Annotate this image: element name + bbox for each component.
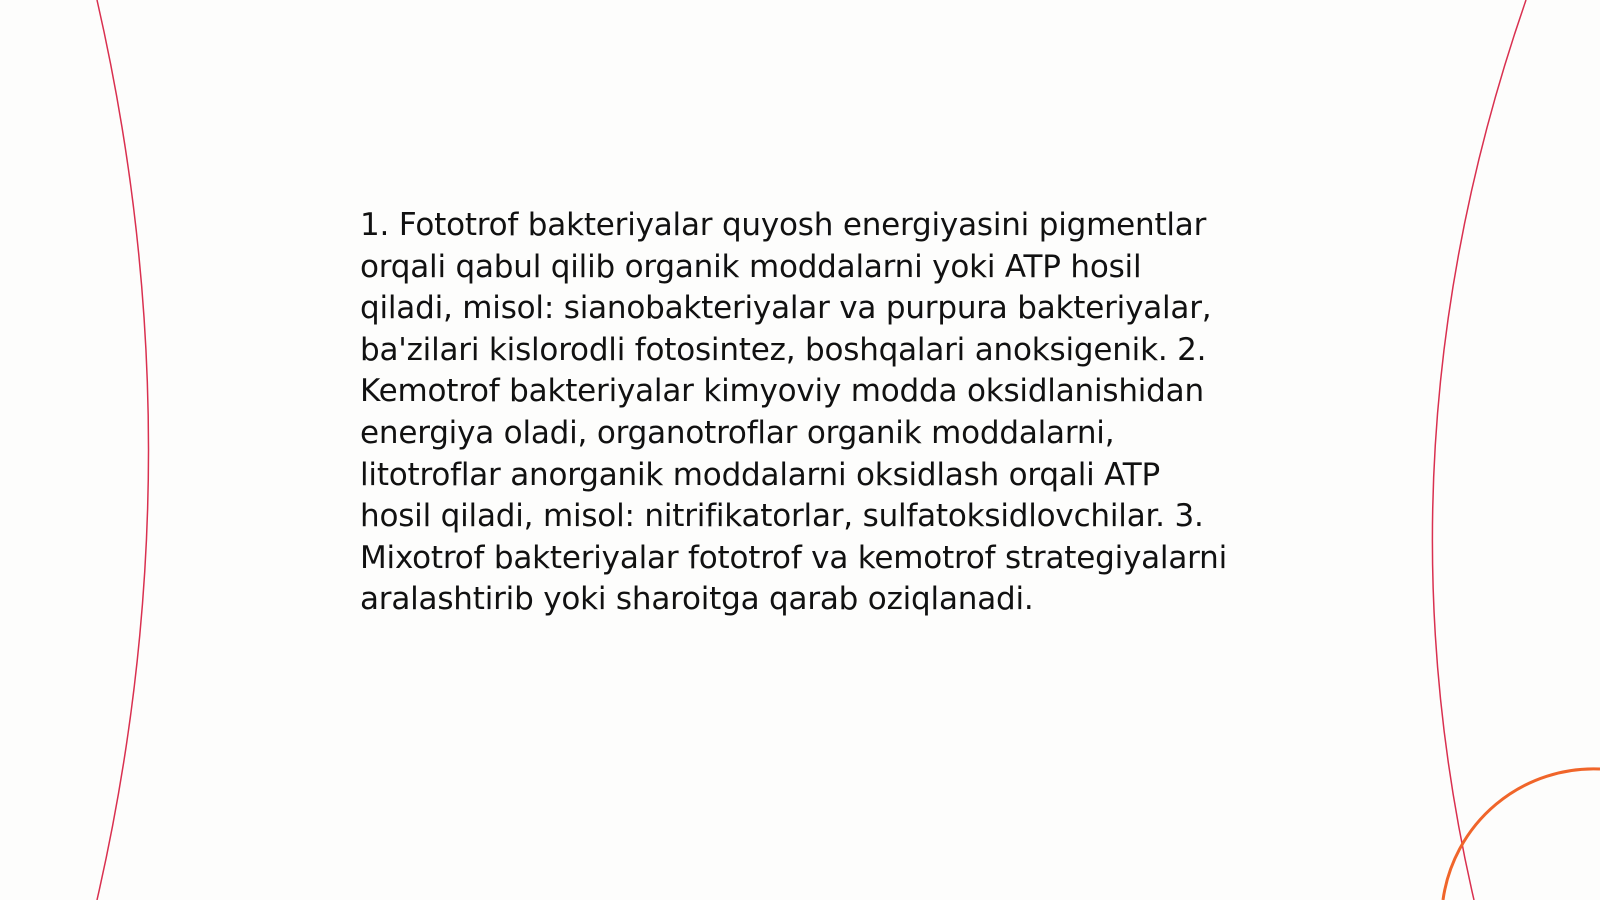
slide-body-text: 1. Fototrof bakteriyalar quyosh energiyasini pigmentlar orqali qabul qilib organik moddalarni yoki ATP hosil qiladi, misol: sianobakteriyalar va purpura bakteriyalar, ba'zilari kislorodli fotosintez, boshqalari anoksigenik. 2. Kemotrof bakteriyalar kimyoviy modda oksidlanishidan energiya oladi, organotroflar organik moddalarni, litotroflar anorganik moddalarni oksidlash orqali ATP hosil qiladi, misol: nitrifikatorlar, sulfatoksidlovchilar. 3. Mixotrof bakteriyalar fototrof va kemotrof strategiyalarni aralashtirib yoki sharoitga qarab oziqlanadi. [360, 207, 1227, 618]
right-curve-line [1432, 0, 1526, 900]
accent-arc [1443, 769, 1600, 900]
left-curve-line [97, 0, 149, 900]
